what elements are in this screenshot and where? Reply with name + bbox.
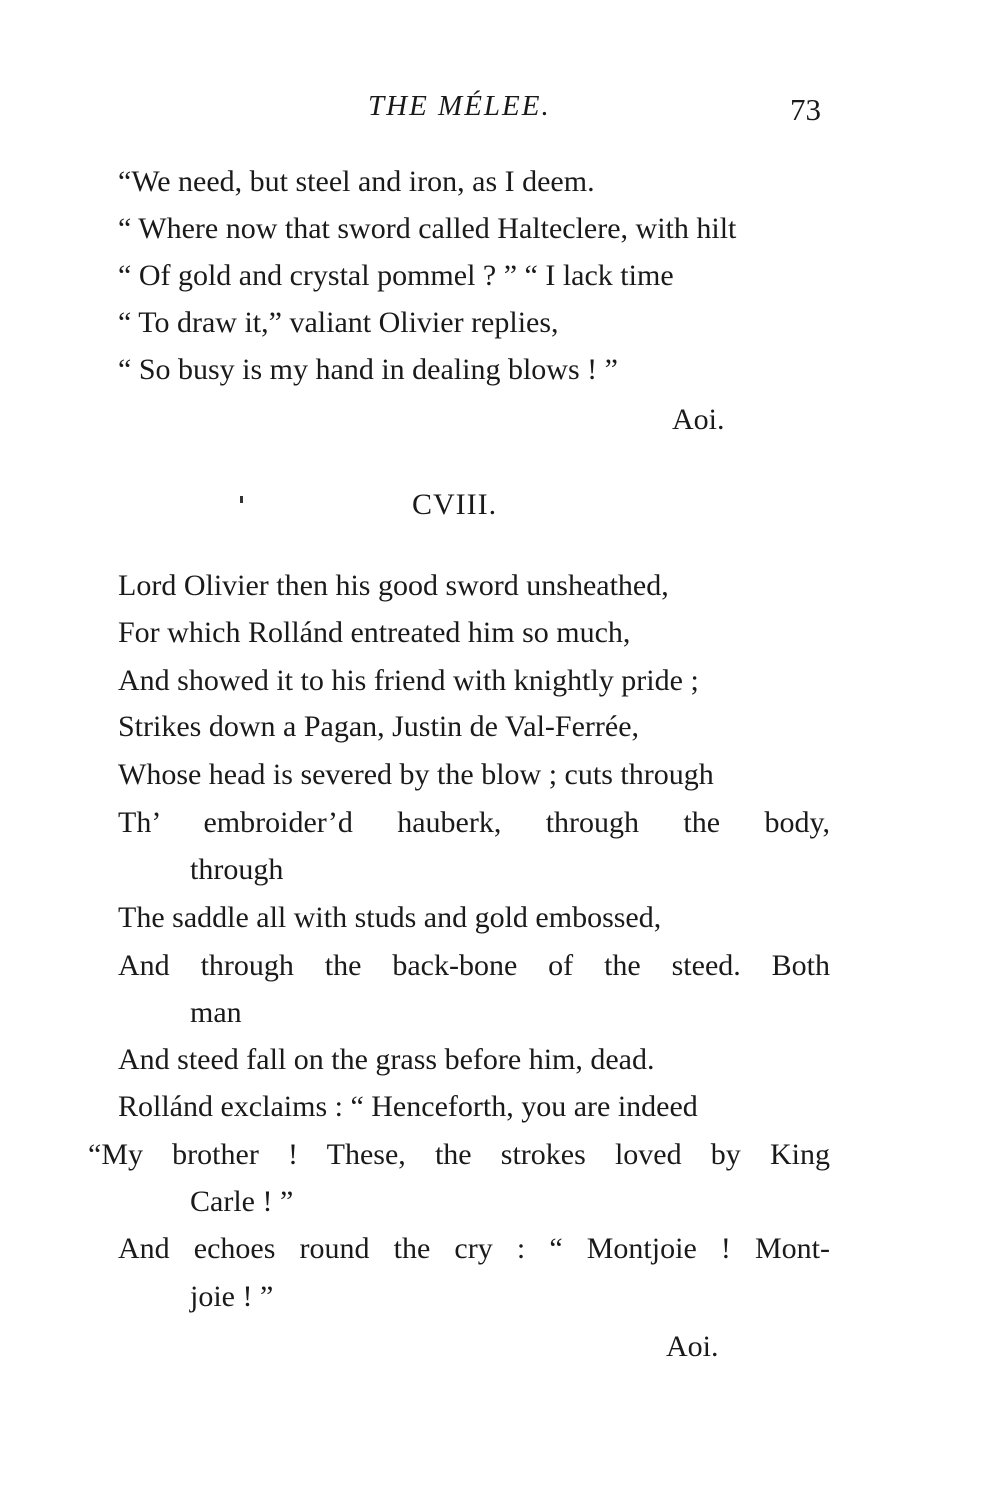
- verse-line: “My brother ! These, the strokes loved by King: [88, 1138, 830, 1171]
- verse-line: And through the back-bone of the steed. Both: [118, 949, 830, 982]
- verse-line-continuation: man: [190, 996, 242, 1029]
- verse-line-continuation: through: [190, 853, 284, 886]
- verse-line: “ Of gold and crystal pommel ? ” “ I lack time: [118, 259, 674, 292]
- page-number: 73: [790, 92, 821, 127]
- verse-line-continuation: joie ! ”: [190, 1280, 274, 1313]
- running-title: THE MÉLEE.: [368, 90, 551, 122]
- verse-line: Strikes down a Pagan, Justin de Val-Ferrée,: [118, 710, 640, 743]
- verse-line-continuation: Carle ! ”: [190, 1185, 294, 1218]
- verse-line: Rollánd exclaims : “ Henceforth, you are indeed: [118, 1090, 698, 1123]
- verse-line: Lord Olivier then his good sword unsheathed,: [118, 569, 669, 602]
- running-head: [0, 84, 1000, 128]
- verse-line: “ So busy is my hand in dealing blows ! ”: [118, 353, 618, 386]
- verse-line: And steed fall on the grass before him, dead.: [118, 1043, 655, 1076]
- verse-line: Th’ embroider’d hauberk, through the body,: [118, 806, 830, 839]
- verse-line: “We need, but steel and iron, as I deem.: [118, 165, 595, 198]
- refrain-aoi: Aoi.: [666, 1330, 719, 1363]
- verse-line: “ Where now that sword called Halteclere, with hilt: [118, 212, 737, 245]
- ink-speck: [240, 496, 243, 503]
- refrain-aoi: Aoi.: [672, 403, 725, 436]
- verse-line: The saddle all with studs and gold embossed,: [118, 901, 662, 934]
- section-heading: CVIII.: [412, 488, 498, 521]
- verse-line: For which Rollánd entreated him so much,: [118, 616, 631, 649]
- verse-line: And showed it to his friend with knightly pride ;: [118, 664, 699, 697]
- verse-line: And echoes round the cry : “ Montjoie ! Mont-: [118, 1232, 830, 1265]
- verse-line: “ To draw it,” valiant Olivier replies,: [118, 306, 559, 339]
- verse-line: Whose head is severed by the blow ; cuts through: [118, 758, 714, 791]
